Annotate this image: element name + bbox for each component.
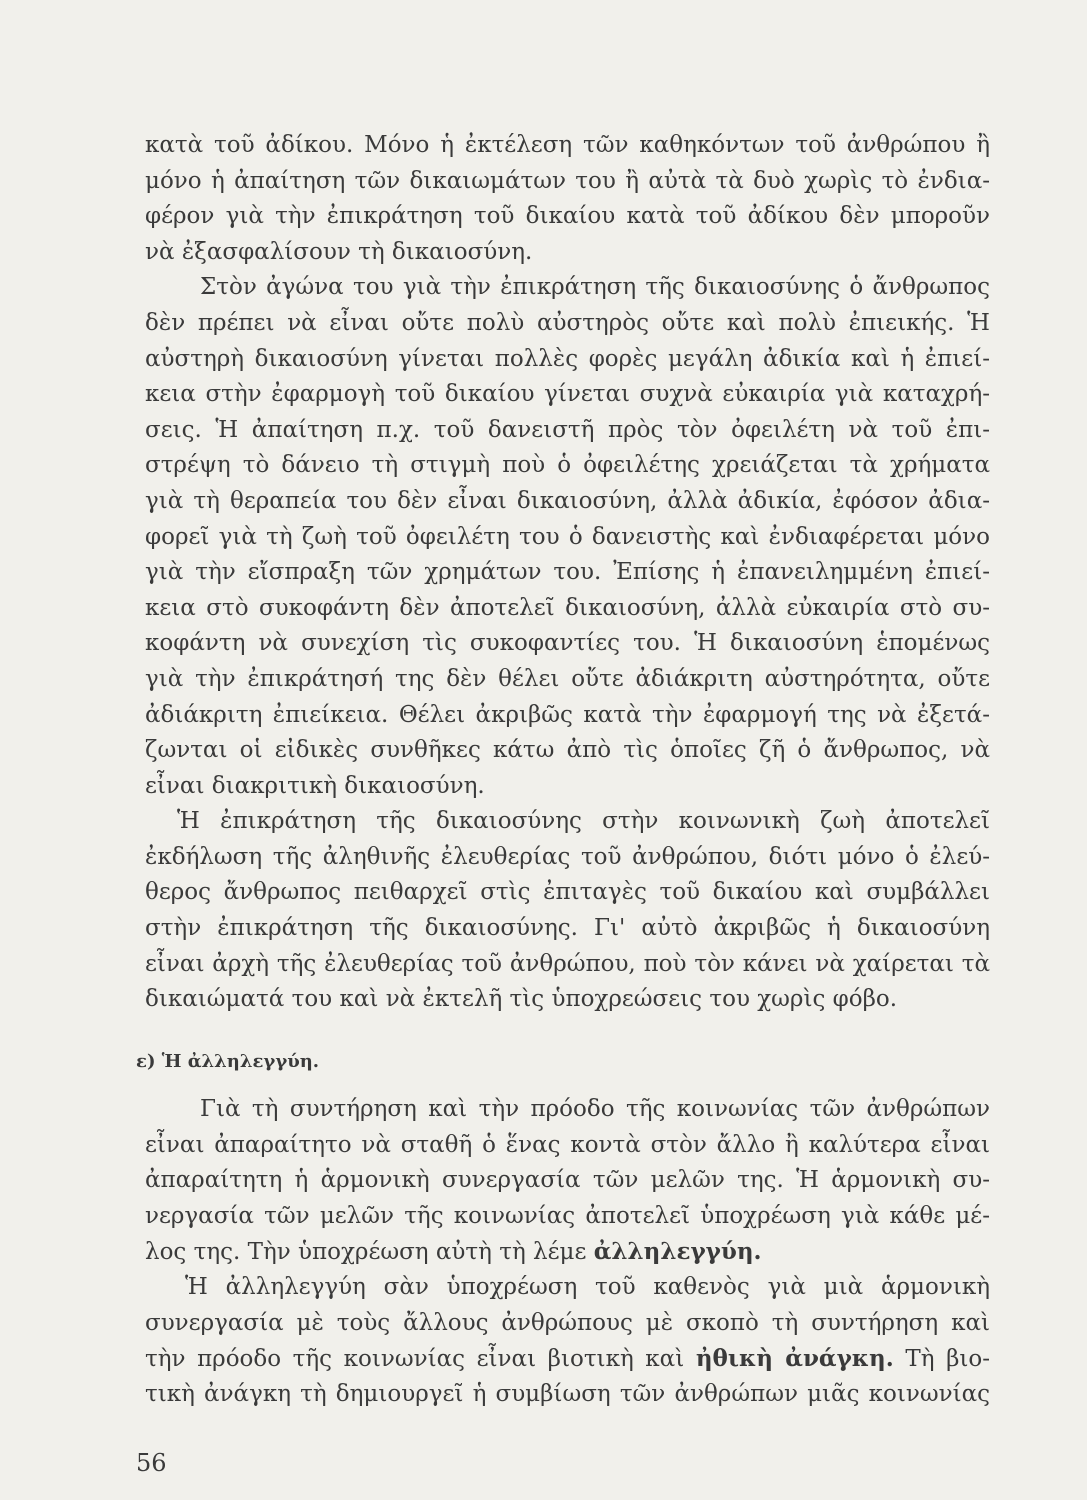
text-line: ἀπαραίτητη ἡ ἁρμονικὴ συνεργασία τῶν μελῶν της. Ἡ ἁρμονικὴ συ- <box>145 1167 990 1194</box>
text-line: κεια στὴν ἐφαρμογὴ τοῦ δικαίου γίνεται συχνὰ εὐκαιρία γιὰ καταχρή- <box>145 381 990 408</box>
text-line: φέρον γιὰ τὴν ἐπικράτηση τοῦ δικαίου κατὰ τοῦ ἀδίκου δὲν μποροῦν <box>145 203 990 230</box>
text-line: δικαιώματά του καὶ νὰ ἐκτελῆ τὶς ὑποχρεώσεις του χωρὶς φόβο. <box>145 986 898 1013</box>
text-line: ἐκδήλωση τῆς ἀληθινῆς ἐλευθερίας τοῦ ἀνθρώπου, διότι μόνο ὁ ἐλεύ- <box>145 843 990 870</box>
text-line: κατὰ τοῦ ἀδίκου. Μόνο ἡ ἐκτέλεση τῶν καθηκόντων τοῦ ἀνθρώπου ἢ <box>145 132 990 158</box>
text-segment: λος της. Τὴν ὑποχρέωση αὐτὴ τὴ λέμε <box>145 1239 594 1266</box>
text-line: γιὰ τὴν εἴσπραξη τῶν χρημάτων του. Ἐπίσης ἡ ἐπανειλημμένη ἐπιεί- <box>145 559 990 586</box>
text-line <box>145 1341 990 1377</box>
text-segment: τὴν πρόοδο τῆς κοινωνίας εἶναι βιοτικὴ καὶ <box>145 1346 696 1373</box>
text-line: ἀδιάκριτη ἐπιείκεια. Θέλει ἀκριβῶς κατὰ τὴν ἐφαρμογή της νὰ ἐξετά- <box>145 701 990 728</box>
text-segment: Τὴ βιο- <box>893 1346 991 1373</box>
text-line: ζωνται οἱ εἰδικὲς συνθῆκες κάτω ἀπὸ τὶς ὁποῖες ζῆ ὁ ἄνθρωπος, νὰ <box>145 737 990 764</box>
bold-term: ἠθικὴ ἀνάγκη. <box>695 1345 894 1373</box>
text-line: στρέψη τὸ δάνειο τὴ στιγμὴ ποὺ ὁ ὀφειλέτης χρειάζεται τὰ χρήματα <box>145 452 990 479</box>
second-text-block <box>145 1092 990 1412</box>
text-line: γιὰ τὴ θεραπεία του δὲν εἶναι δικαιοσύνη, ἀλλὰ ἀδικία, ἐφόσον ἀδια- <box>145 487 990 514</box>
text-line: τικὴ ἀνάγκη τὴ δημιουργεῖ ἡ συμβίωση τῶν ἀνθρώπων μιᾶς κοινωνίας <box>145 1380 990 1407</box>
text-line: Στὸν ἀγώνα του γιὰ τὴν ἐπικράτηση τῆς δικαιοσύνης ὁ ἄνθρωπος <box>200 274 990 301</box>
text-line: εἶναι ἀρχὴ τῆς ἐλευθερίας τοῦ ἀνθρώπου, ποὺ τὸν κάνει νὰ χαίρεται τὰ <box>145 950 990 977</box>
text-line: κοφάντη νὰ συνεχίση τὶς συκοφαντίες του. Ἡ δικαιοσύνη ἑπομένως <box>145 630 990 657</box>
section-heading: ε) Ἡ ἀλληλεγγύη. <box>136 1051 320 1072</box>
main-text-block <box>145 128 990 1018</box>
text-line: μόνο ἡ ἀπαίτηση τῶν δικαιωμάτων του ἢ αὐτὰ τὰ δυὸ χωρὶς τὸ ἐνδια- <box>145 167 990 194</box>
text-line: Ἡ ἀλληλεγγύη σὰν ὑποχρέωση τοῦ καθενὸς γιὰ μιὰ ἁρμονικὴ <box>185 1273 990 1300</box>
bold-term: ἀλληλεγγύη. <box>593 1238 762 1266</box>
text-line: σεις. Ἡ ἀπαίτηση π.χ. τοῦ δανειστῆ πρὸς τὸν ὀφειλέτη νὰ τοῦ ἐπι- <box>145 416 990 443</box>
text-line: θερος ἄνθρωπος πειθαρχεῖ στὶς ἐπιταγὲς τοῦ δικαίου καὶ συμβάλλει <box>145 879 990 906</box>
page-number: 56 <box>136 1449 167 1477</box>
text-line: Γιὰ τὴ συντήρηση καὶ τὴν πρόοδο τῆς κοινωνίας τῶν ἀνθρώπων <box>200 1096 990 1122</box>
text-line: συνεργασία μὲ τοὺς ἄλλους ἀνθρώπους μὲ σκοπὸ τὴ συντήρηση καὶ <box>145 1309 990 1336</box>
text-line: νὰ ἐξασφαλίσουν τὴ δικαιοσύνη. <box>145 238 533 265</box>
text-line: εἶναι διακριτικὴ δικαιοσύνη. <box>145 772 485 799</box>
text-line <box>145 1234 990 1270</box>
text-line: αὐστηρὴ δικαιοσύνη γίνεται πολλὲς φορὲς μεγάλη ἀδικία καὶ ἡ ἐπιεί- <box>145 345 990 372</box>
text-line: Ἡ ἐπικράτηση τῆς δικαιοσύνης στὴν κοινωνικὴ ζωὴ ἀποτελεῖ <box>177 808 990 835</box>
text-line: νεργασία τῶν μελῶν τῆς κοινωνίας ἀποτελεῖ ὑποχρέωση γιὰ κάθε μέ- <box>145 1202 990 1229</box>
text-line: δὲν πρέπει νὰ εἶναι οὔτε πολὺ αὐστηρὸς οὔτε καὶ πολὺ ἐπιεικής. Ἡ <box>145 309 990 336</box>
text-line: εἶναι ἀπαραίτητο νὰ σταθῆ ὁ ἕνας κοντὰ στὸν ἄλλο ἢ καλύτερα εἶναι <box>145 1131 990 1158</box>
text-line: κεια στὸ συκοφάντη δὲν ἀποτελεῖ δικαιοσύνη, ἀλλὰ εὐκαιρία στὸ συ- <box>145 594 990 621</box>
text-line: γιὰ τὴν ἐπικράτησή της δὲν θέλει οὔτε ἀδιάκριτη αὐστηρότητα, οὔτε <box>145 665 990 692</box>
text-line: φορεῖ γιὰ τὴ ζωὴ τοῦ ὀφειλέτη του ὁ δανειστὴς καὶ ἐνδιαφέρεται μόνο <box>145 523 990 550</box>
text-line: στὴν ἐπικράτηση τῆς δικαιοσύνης. Γι' αὐτὸ ἀκριβῶς ἡ δικαιοσύνη <box>145 915 990 942</box>
